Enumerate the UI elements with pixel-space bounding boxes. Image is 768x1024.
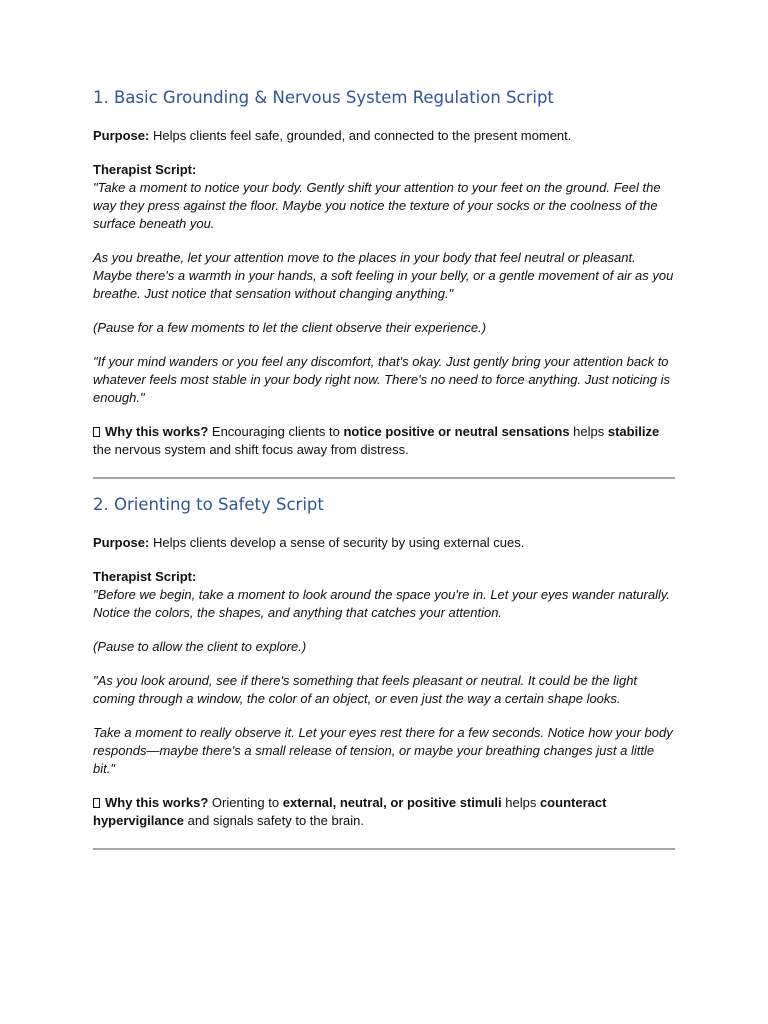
purpose-label: Purpose: <box>93 128 150 143</box>
why-label: Why this works? <box>105 795 209 810</box>
section-title: 1. Basic Grounding & Nervous System Regulation Script <box>93 88 554 107</box>
script-paragraph: "As you look around, see if there's something that feels pleasant or neutral. It could be the light coming through a window, the color of an object, or even just the way a certain shape looks. <box>93 673 638 706</box>
script-label: Therapist Script: <box>93 162 197 177</box>
section-orienting <box>93 493 675 830</box>
purpose-label: Purpose: <box>93 535 150 550</box>
why-paragraph: Why this works? Orienting to external, neutral, or positive stimuli helps counteract hypervigilance and signals safety to the brain. <box>93 795 607 828</box>
script-paragraph: As you breathe, let your attention move to the places in your body that feel neutral or pleasant. Maybe there's a warmth in your hands, a soft feeling in your belly, or a gentle movement of air as you breathe. Just notice that sensation without changing anything." <box>93 250 674 301</box>
purpose-text: Helps clients feel safe, grounded, and connected to the present moment. <box>149 128 572 143</box>
pause-note: (Pause to allow the client to explore.) <box>93 639 307 654</box>
pause-note: (Pause for a few moments to let the client observe their experience.) <box>93 320 487 335</box>
section-grounding <box>93 86 675 459</box>
section-title: 2. Orienting to Safety Script <box>93 495 324 514</box>
why-paragraph: Why this works? Encouraging clients to notice positive or neutral sensations helps stabilize the nervous system and shift focus away from distress. <box>93 424 660 457</box>
why-label: Why this works? <box>105 424 209 439</box>
script-paragraph: "If your mind wanders or you feel any discomfort, that's okay. Just gently bring your attention back to whatever feels most stable in your body right now. There's no need to force anything. Just noticing is enough." <box>93 354 670 405</box>
missing-glyph-icon <box>93 427 100 437</box>
script-paragraph: "Take a moment to notice your body. Gently shift your attention to your feet on the ground. Feel the way they press against the floor. Maybe you notice the texture of your socks or the coolness of the surface beneath you. <box>93 180 661 231</box>
purpose-paragraph <box>93 534 675 552</box>
missing-glyph-icon <box>93 798 100 808</box>
section-divider <box>93 848 675 850</box>
purpose-paragraph <box>93 127 675 145</box>
script-paragraph: Take a moment to really observe it. Let your eyes rest there for a few seconds. Notice how your body responds—maybe there's a small release of tension, or maybe your breathing changes just a little bit." <box>93 725 673 776</box>
script-label: Therapist Script: <box>93 569 197 584</box>
script-paragraph: "Before we begin, take a moment to look around the space you're in. Let your eyes wander naturally. Notice the colors, the shapes, and anything that catches your attention. <box>93 587 671 620</box>
purpose-text: Helps clients develop a sense of security by using external cues. <box>149 535 525 550</box>
